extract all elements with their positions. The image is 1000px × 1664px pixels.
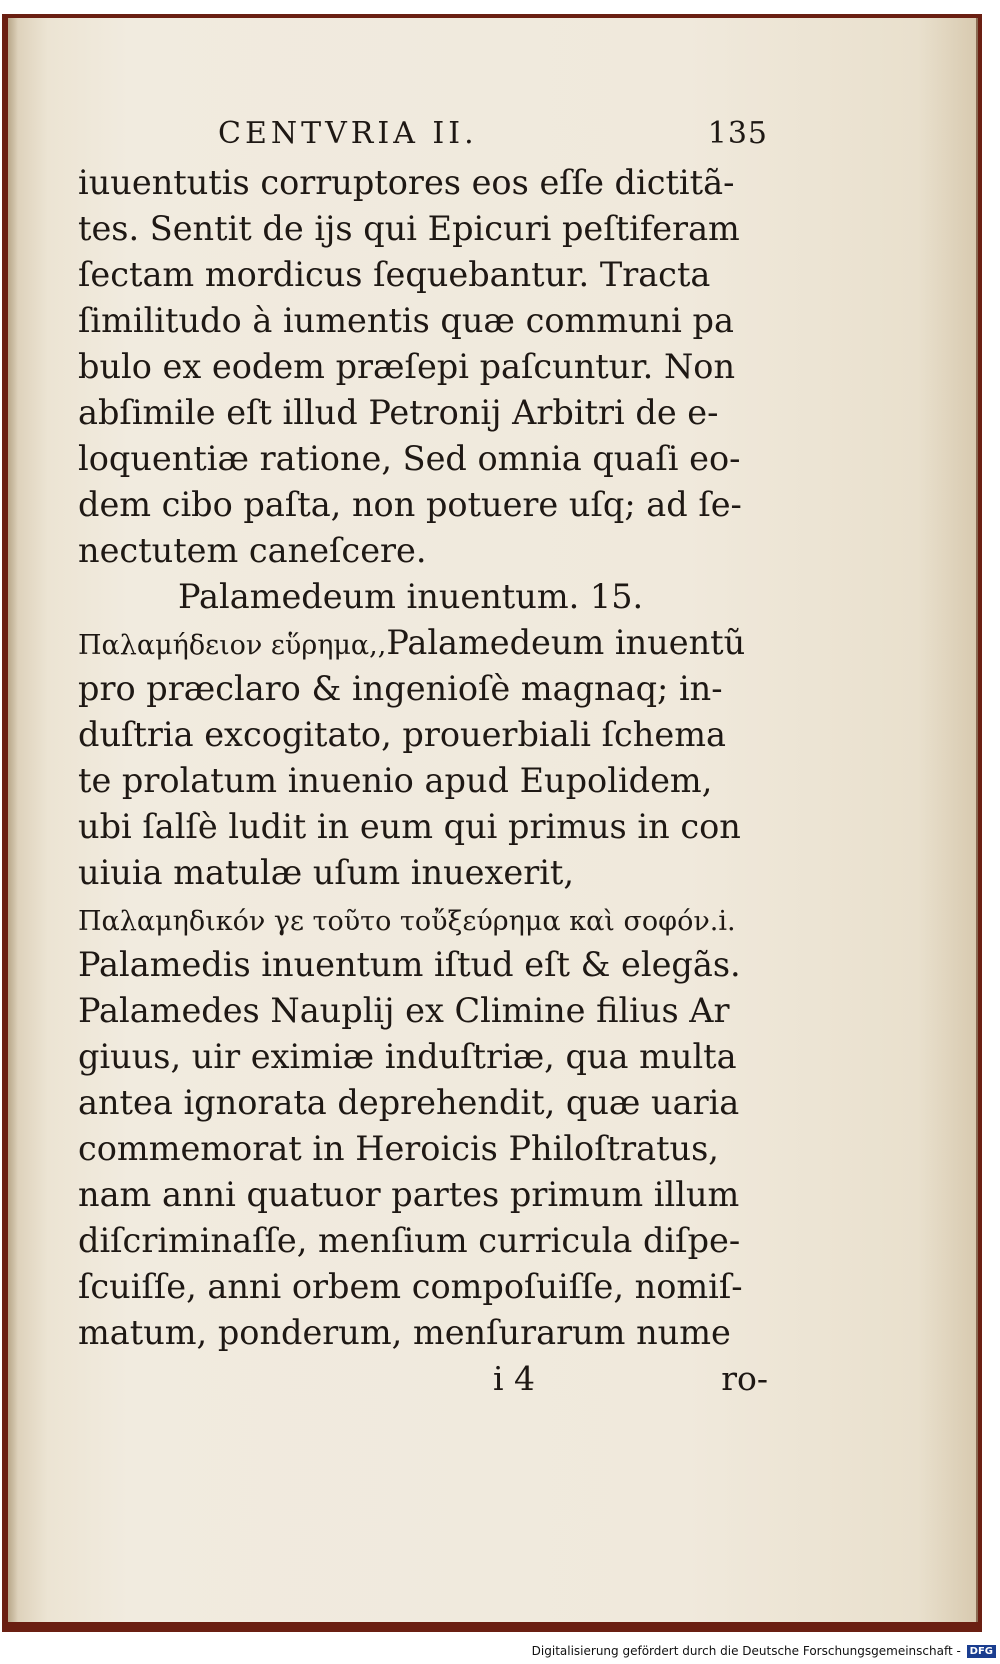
- catchword: ro-: [721, 1359, 768, 1398]
- text-line: nam anni quatuor partes primum illum: [78, 1175, 740, 1214]
- running-title: CENTVRIA II.: [218, 116, 478, 151]
- text-line: dem cibo paſta, non potuere uſq; ad ſe-: [78, 485, 742, 524]
- text-line: ubi ſalſè ludit in eum qui primus in con: [78, 807, 741, 846]
- lemma-line: [78, 620, 768, 666]
- digitization-credit: [532, 1644, 996, 1658]
- greek-quote: Παλαμηδικόν γε τοῦτο τοὔξεύρημα καὶ σοφόν.i.: [78, 906, 736, 937]
- folio-number: 135: [707, 116, 768, 151]
- text-line: Palamedes Nauplij ex Climine filius Ar: [78, 991, 730, 1030]
- credit-text: Digitalisierung gefördert durch die Deutsche Forschungsgemeinschaft -: [531, 1644, 961, 1658]
- book-page: [8, 18, 978, 1622]
- signature-mark: i 4: [493, 1359, 536, 1398]
- text-line: duſtria excogitato, prouerbiali ſchema: [78, 715, 726, 754]
- text-line: ſcuiſſe, anni orbem compoſuiſſe, nomiſ-: [78, 1267, 743, 1306]
- running-head: [78, 110, 768, 160]
- text-line: diſcriminaſſe, menſium curricula diſpe-: [78, 1221, 741, 1260]
- text-line: antea ignorata deprehendit, quæ uaria: [78, 1083, 740, 1122]
- text-block: [78, 110, 768, 1402]
- page-foot: [78, 1356, 768, 1402]
- dfg-logo-icon: DFG: [967, 1645, 996, 1658]
- greek-lemma: Παλαμήδειον εὕρημα,,: [78, 630, 387, 661]
- text-line: giuus, uir eximiæ induſtriæ, qua multa: [78, 1037, 737, 1076]
- text-line: Palamedis inuentum iſtud eſt & elegãs.: [78, 945, 741, 984]
- text-line: matum, ponderum, menſurarum nume: [78, 1313, 731, 1352]
- greek-quote-line: [78, 896, 768, 942]
- text-line: pro præclaro & ingenioſè magnaq; in-: [78, 669, 723, 708]
- text-line: iuuentutis corruptores eos eſſe dictitã-: [78, 163, 735, 202]
- text-line: uiuia matulæ uſum inuexerit,: [78, 853, 575, 892]
- text-line: commemorat in Heroicis Philoſtratus,: [78, 1129, 719, 1168]
- text-line: bulo ex eodem præſepi paſcuntur. Non: [78, 347, 736, 386]
- lemma-text: Palamedeum inuentũ: [386, 623, 746, 662]
- text-line: ſectam mordicus ſequebantur. Tracta: [78, 255, 711, 294]
- text-line: tes. Sentit de ijs qui Epicuri peſtiferam: [78, 209, 740, 248]
- text-line: loquentiæ ratione, Sed omnia quaſi eo-: [78, 439, 741, 478]
- text-line: abſimile eſt illud Petronij Arbitri de e-: [78, 393, 719, 432]
- text-line: te prolatum inuenio apud Eupolidem,: [78, 761, 713, 800]
- page-gutter: [8, 18, 18, 1622]
- section-heading: Palamedeum inuentum. 15.: [178, 577, 644, 616]
- text-line: ſimilitudo à iumentis quæ communi pa: [78, 301, 734, 340]
- text-line: nectutem caneſcere.: [78, 531, 427, 570]
